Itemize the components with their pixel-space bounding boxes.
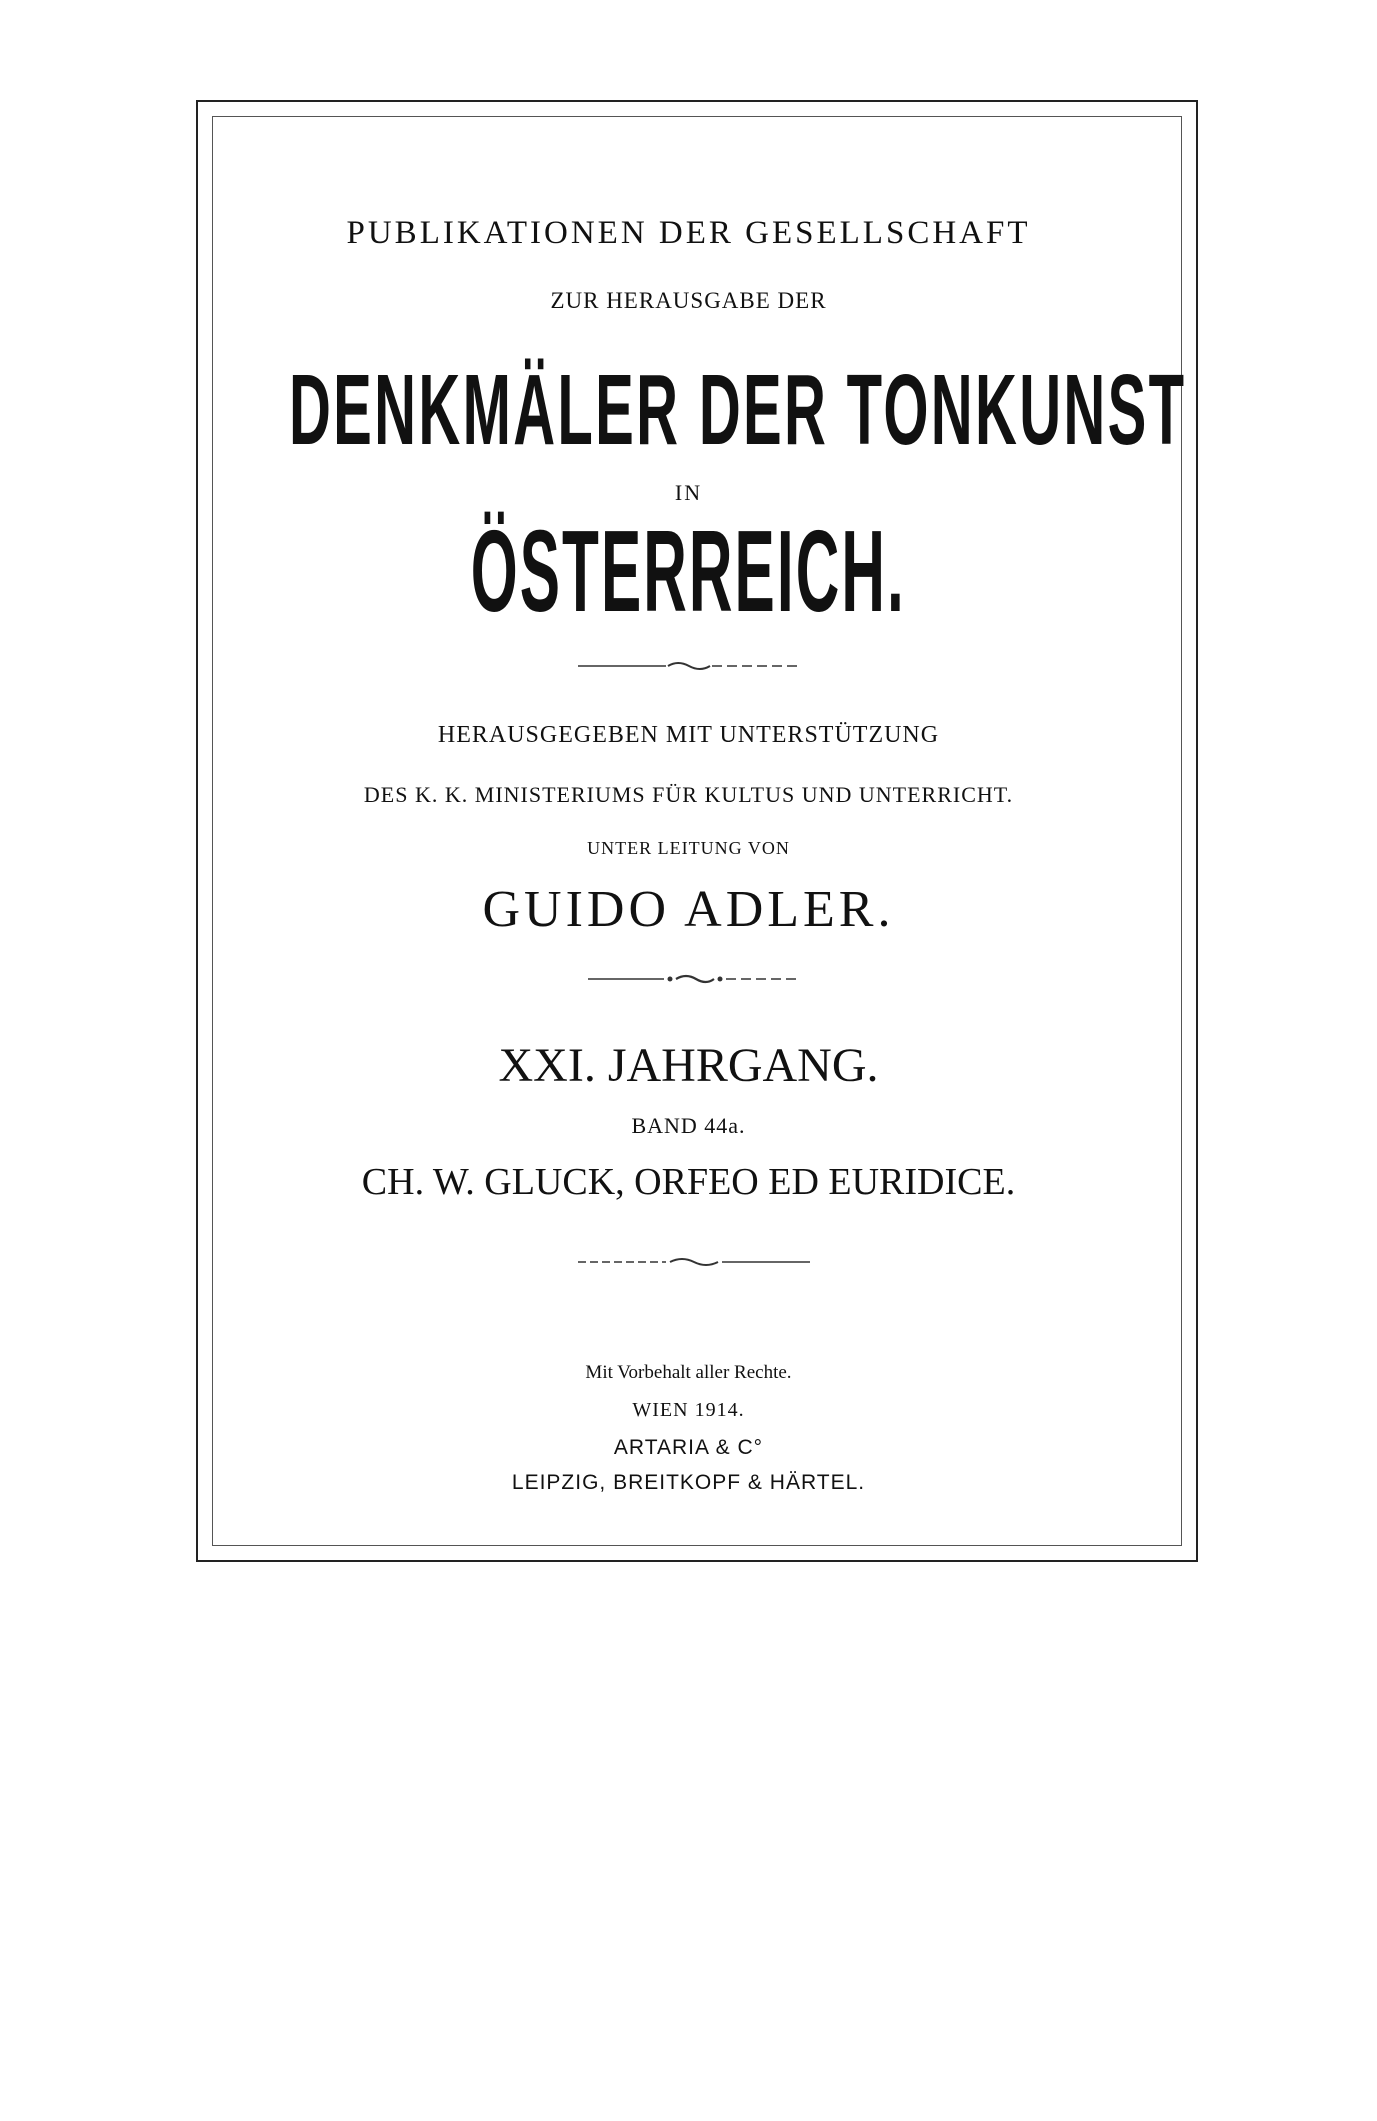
main-title-country: ÖSTERREICH. [470,506,906,636]
supported-line-2: DES K. K. MINISTERIUMS FÜR KULTUS UND UNTERRICHT. [363,782,1014,807]
publication-line: PUBLIKATIONEN DER GESELLSCHAFT [346,215,1031,251]
ornament-divider-1 [578,658,800,674]
publisher-line-1: ARTARIA & C° [613,1436,764,1459]
main-title-in: IN [674,480,703,505]
editor-name: GUIDO ADLER. [482,881,895,938]
inner-border [212,116,1187,1546]
volume-year: XXI. JAHRGANG. [498,1039,879,1092]
work-title: CH. W. GLUCK, ORFEO ED EURIDICE. [361,1161,1016,1203]
outer-border [196,100,1198,1562]
volume-number: BAND 44a. [631,1113,746,1138]
supported-line-1: HERAUSGEGEBEN MIT UNTERSTÜTZUNG [437,722,940,748]
place-year: WIEN 1914. [632,1399,745,1421]
publisher-line-2: LEIPZIG, BREITKOPF & HÄRTEL. [511,1471,866,1494]
rights-notice: Mit Vorbehalt aller Rechte. [585,1362,792,1383]
ornament-divider-2 [588,971,800,987]
main-title: DENKMÄLER DER TONKUNST [288,354,1187,466]
ornament-divider-3 [578,1254,810,1270]
publication-subline: ZUR HERAUSGABE DER [550,288,827,313]
direction-line: UNTER LEITUNG VON [587,838,790,858]
